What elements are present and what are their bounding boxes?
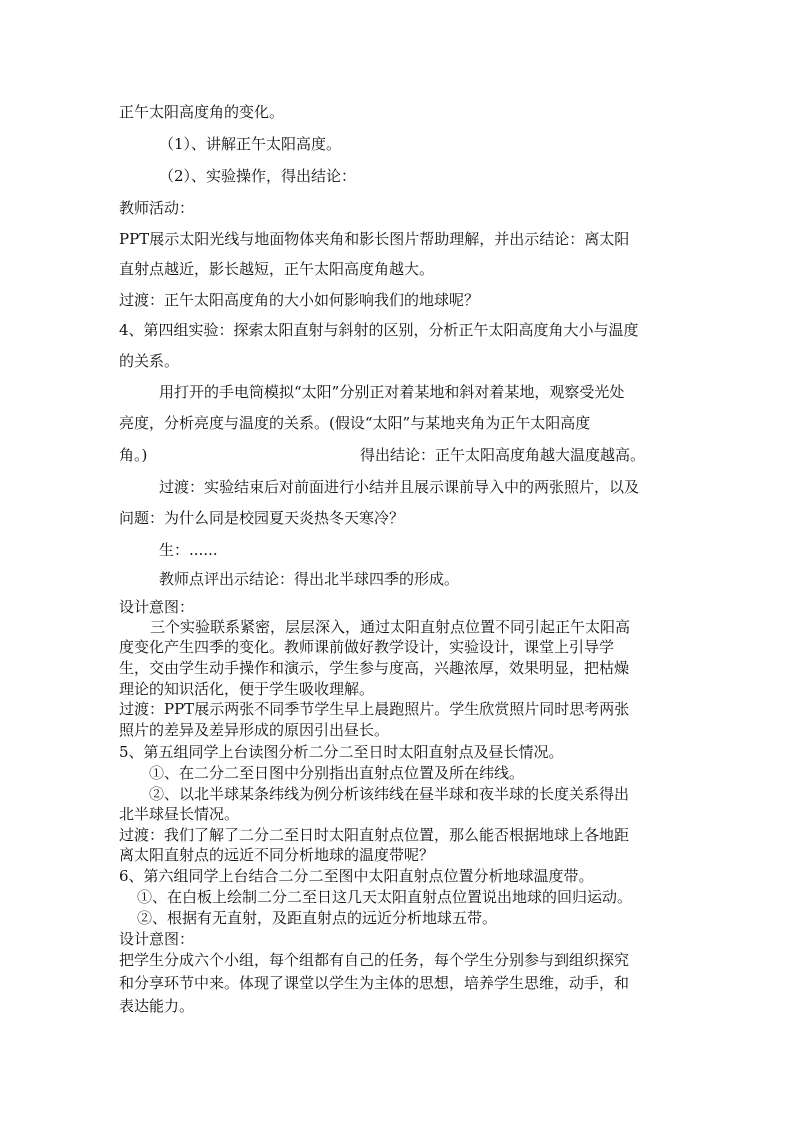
text-line: 把学生分成六个小组，每个组都有自己的任务，每个学生分别参与到组织探究 (119, 951, 630, 969)
text-line: 三个实验联系紧密，层层深入，通过太阳直射点位置不同引起正午太阳高 (150, 618, 631, 636)
text-line: 过渡：PPT展示两张不同季节学生早上晨跑照片。学生欣赏照片同时思考两张 (119, 700, 630, 718)
text-line: 问题：为什么同是校园夏天炎热冬天寒冷？ (119, 509, 405, 527)
text-line: 5、第五组同学上台读图分析二分二至日时太阳直射点及昼长情况。 (119, 743, 564, 761)
text-line: PPT展示太阳光线与地面物体夹角和影长图片帮助理解，并出示结论：离太阳 (119, 230, 630, 248)
text-line: 4、第四组实验：探索太阳直射与斜射的区别，分析正午太阳高度角大小与温度 (119, 321, 639, 339)
text-line: ②、根据有无直射，及距直射点的远近分析地球五带。 (137, 909, 498, 927)
text-line: 直射点越近，影长越短，正午太阳高度角越大。 (119, 260, 435, 278)
text-line: 用打开的手电筒模拟“太阳”分别正对着某地和斜对着某地，观察受光处 (159, 383, 625, 401)
text-line: 亮度，分析亮度与温度的关系。(假设“太阳”与某地夹角为正午太阳高度 (119, 414, 591, 432)
text-line: 设计意图： (119, 598, 195, 616)
text-line: 北半球昼长情况。 (119, 805, 240, 823)
text-line: 过渡：实验结束后对前面进行小结并且展示课前导入中的两张照片，以及 (159, 478, 640, 496)
text-line: ①、在白板上绘制二分二至日这几天太阳直射点位置说出地球的回归运动。 (137, 888, 633, 906)
text-line: 教师点评出示结论：得出北半球四季的形成。 (159, 570, 460, 588)
text-line: ①、在二分二至日图中分别指出直射点位置及所在纬线。 (149, 764, 525, 782)
text-line: 设计意图： (119, 930, 195, 948)
text-line: 教师活动： (119, 199, 195, 217)
text-line: （2）、实验操作，得出结论： (159, 167, 357, 185)
text-line: 离太阳直射点的远近不同分析地球的温度带呢？ (119, 846, 435, 864)
text-line: 表达能力。 (119, 997, 195, 1015)
text-line: 理论的知识活化，便于学生吸收理解。 (119, 680, 375, 698)
text-line: 和分享环节中来。体现了课堂以学生为主体的思想，培养学生思维，动手，和 (119, 974, 630, 992)
text-line: 过渡：我们了解了二分二至日时太阳直射点位置，那么能否根据地球上各地距 (119, 826, 630, 844)
text-line: 的关系。 (119, 352, 180, 370)
text-line: 度变化产生四季的变化。教师课前做好教学设计，实验设计，课堂上引导学 (119, 638, 615, 656)
text-line: 生，交由学生动手操作和演示，学生参与度高，兴趣浓厚，效果明显，把枯燥 (119, 659, 630, 677)
text-line: （1）、讲解正午太阳高度。 (159, 135, 342, 153)
text-line: 正午太阳高度角的变化。 (119, 103, 285, 121)
text-line: 照片的差异及差异形成的原因引出昼长。 (119, 721, 390, 739)
text-line: 6、第六组同学上台结合二分二至图中太阳直射点位置分析地球温度带。 (119, 867, 594, 885)
text-line: 过渡：正午太阳高度角的大小如何影响我们的地球呢？ (119, 291, 480, 309)
text-line: 得出结论：正午太阳高度角越大温度越高。 (360, 446, 646, 464)
text-line: 生：...... (159, 541, 218, 559)
text-line: 角。) (119, 446, 148, 464)
text-line: ②、以北半球某条纬线为例分析该纬线在昼半球和夜半球的长度关系得出 (149, 785, 630, 803)
